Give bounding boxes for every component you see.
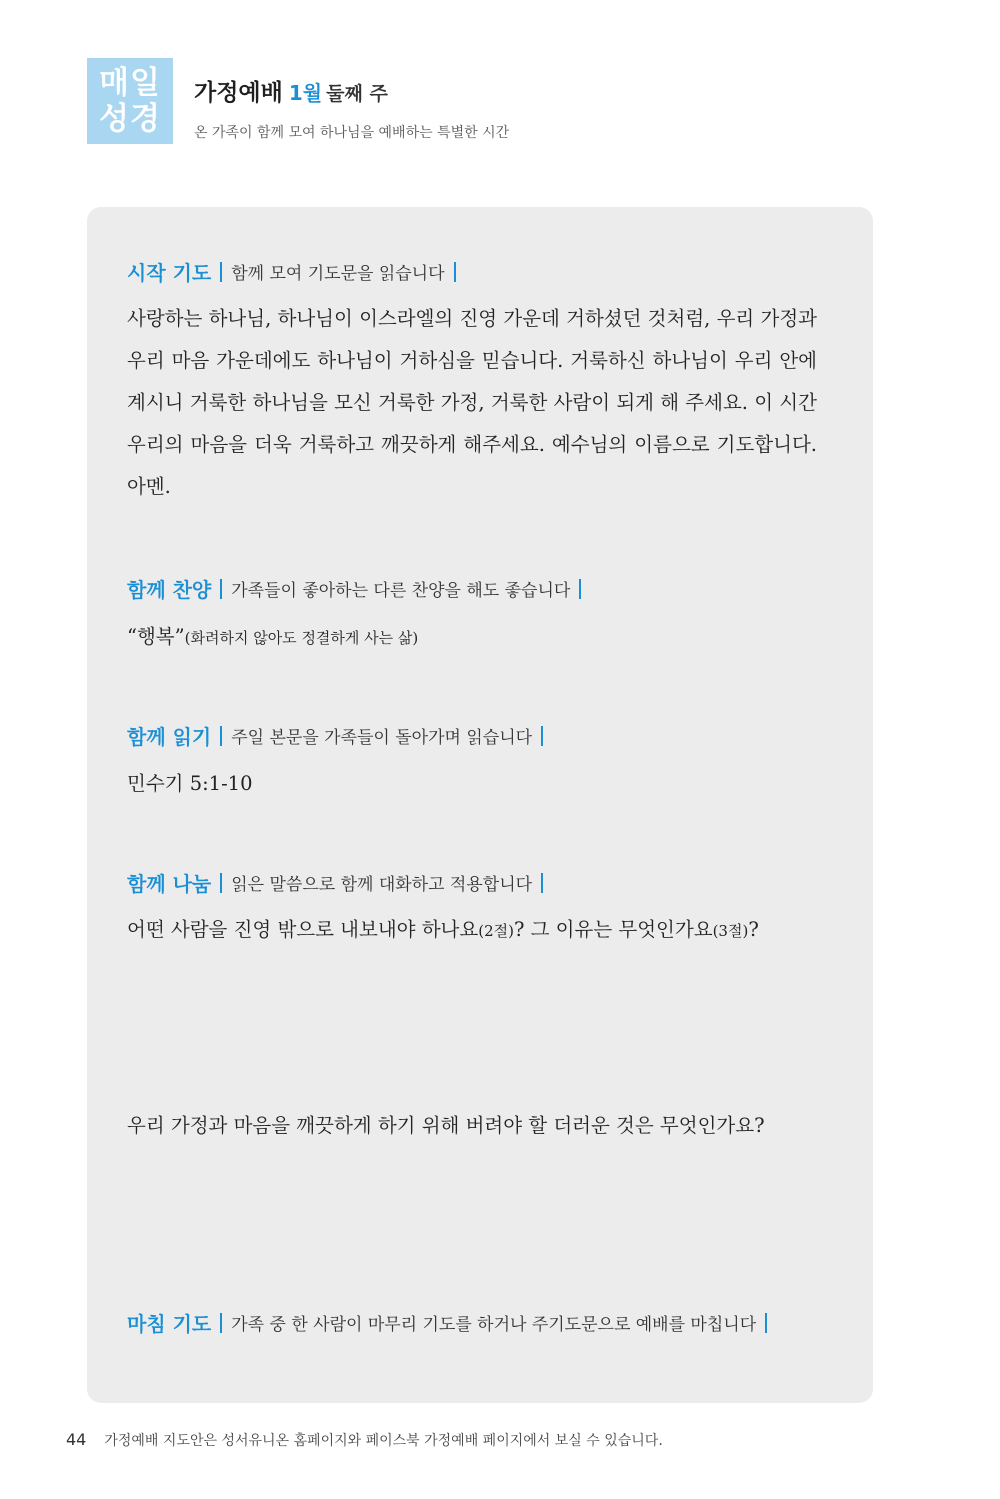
page-number: 44 bbox=[66, 1430, 87, 1449]
verse-ref: (2절) bbox=[478, 922, 514, 940]
section-header-opening-prayer bbox=[127, 257, 465, 286]
divider bbox=[220, 1313, 222, 1333]
divider bbox=[541, 726, 543, 746]
divider bbox=[220, 262, 222, 282]
bible-passage: 민수기 5:1-10 bbox=[127, 772, 253, 795]
footer-note: 가정예배 지도안은 성서유니온 홈페이지와 페이스북 가정예배 페이지에서 보실 수 있습니다. bbox=[104, 1433, 663, 1449]
divider bbox=[220, 726, 222, 746]
divider bbox=[541, 873, 543, 893]
page-footer bbox=[66, 1430, 663, 1450]
section-title: 시작 기도 bbox=[127, 261, 212, 285]
section-title: 마침 기도 bbox=[127, 1312, 212, 1336]
divider bbox=[765, 1313, 767, 1333]
page-title bbox=[194, 74, 388, 107]
discussion-question-2: 우리 가정과 마음을 깨끗하게 하기 위해 버려야 할 더러운 것은 무엇인가요? bbox=[127, 1114, 765, 1137]
verse-ref: (3절) bbox=[712, 922, 749, 940]
divider bbox=[220, 873, 222, 893]
section-title: 함께 찬양 bbox=[127, 578, 212, 602]
logo-line-2: 성경 bbox=[99, 101, 161, 137]
section-description: 함께 모여 기도문을 읽습니다 bbox=[231, 264, 445, 284]
section-description: 가족들이 좋아하는 다른 찬양을 해도 좋습니다 bbox=[231, 581, 571, 601]
section-header-reading bbox=[127, 721, 552, 750]
title-text: 가정예배 bbox=[194, 80, 283, 106]
daily-bible-logo bbox=[87, 58, 173, 144]
section-title: 함께 나눔 bbox=[127, 872, 212, 896]
divider bbox=[220, 579, 222, 599]
section-title: 함께 읽기 bbox=[127, 725, 212, 749]
praise-song bbox=[127, 621, 418, 649]
section-description: 주일 본문을 가족들이 돌아가며 읽습니다 bbox=[231, 728, 533, 748]
question-part: ? 그 이유는 무엇인가요 bbox=[513, 918, 713, 941]
section-header-sharing bbox=[127, 868, 552, 897]
logo-line-1: 매일 bbox=[99, 65, 161, 101]
discussion-question-1 bbox=[127, 914, 759, 942]
section-header-closing-prayer bbox=[127, 1308, 776, 1337]
song-note: (화려하지 않아도 정결하게 사는 삶) bbox=[184, 629, 419, 647]
question-part: 어떤 사람을 진영 밖으로 내보내야 하나요 bbox=[127, 918, 479, 941]
question-end: ? bbox=[748, 918, 759, 941]
section-description: 가족 중 한 사람이 마무리 기도를 하거나 주기도문으로 예배를 마칩니다 bbox=[231, 1315, 757, 1335]
title-month: 1월 bbox=[288, 81, 323, 105]
page-subtitle: 온 가족이 함께 모여 하나님을 예배하는 특별한 시간 bbox=[194, 125, 510, 141]
section-header-praise bbox=[127, 574, 590, 603]
divider bbox=[454, 262, 456, 282]
song-title: “행복” bbox=[127, 625, 185, 648]
section-description: 읽은 말씀으로 함께 대화하고 적용합니다 bbox=[231, 875, 533, 895]
title-week: 둘째 주 bbox=[326, 83, 388, 105]
opening-prayer-text: 사랑하는 하나님, 하나님이 이스라엘의 진영 가운데 거하셨던 것처럼, 우리 가정과 우리 마음 가운데에도 하나님이 거하심을 믿습니다. 거룩하신 하나님이 우리 안에 계시니 거룩한 하나님을 모신 거룩한 가정, 거룩한 사람이 되게 해 주세요. 이 시간 우리의 마음을 더욱 거룩하고 깨끗하게 해주세요. 예수님의 이름으로 기도합니다. 아멘. bbox=[127, 307, 817, 498]
divider bbox=[579, 579, 581, 599]
